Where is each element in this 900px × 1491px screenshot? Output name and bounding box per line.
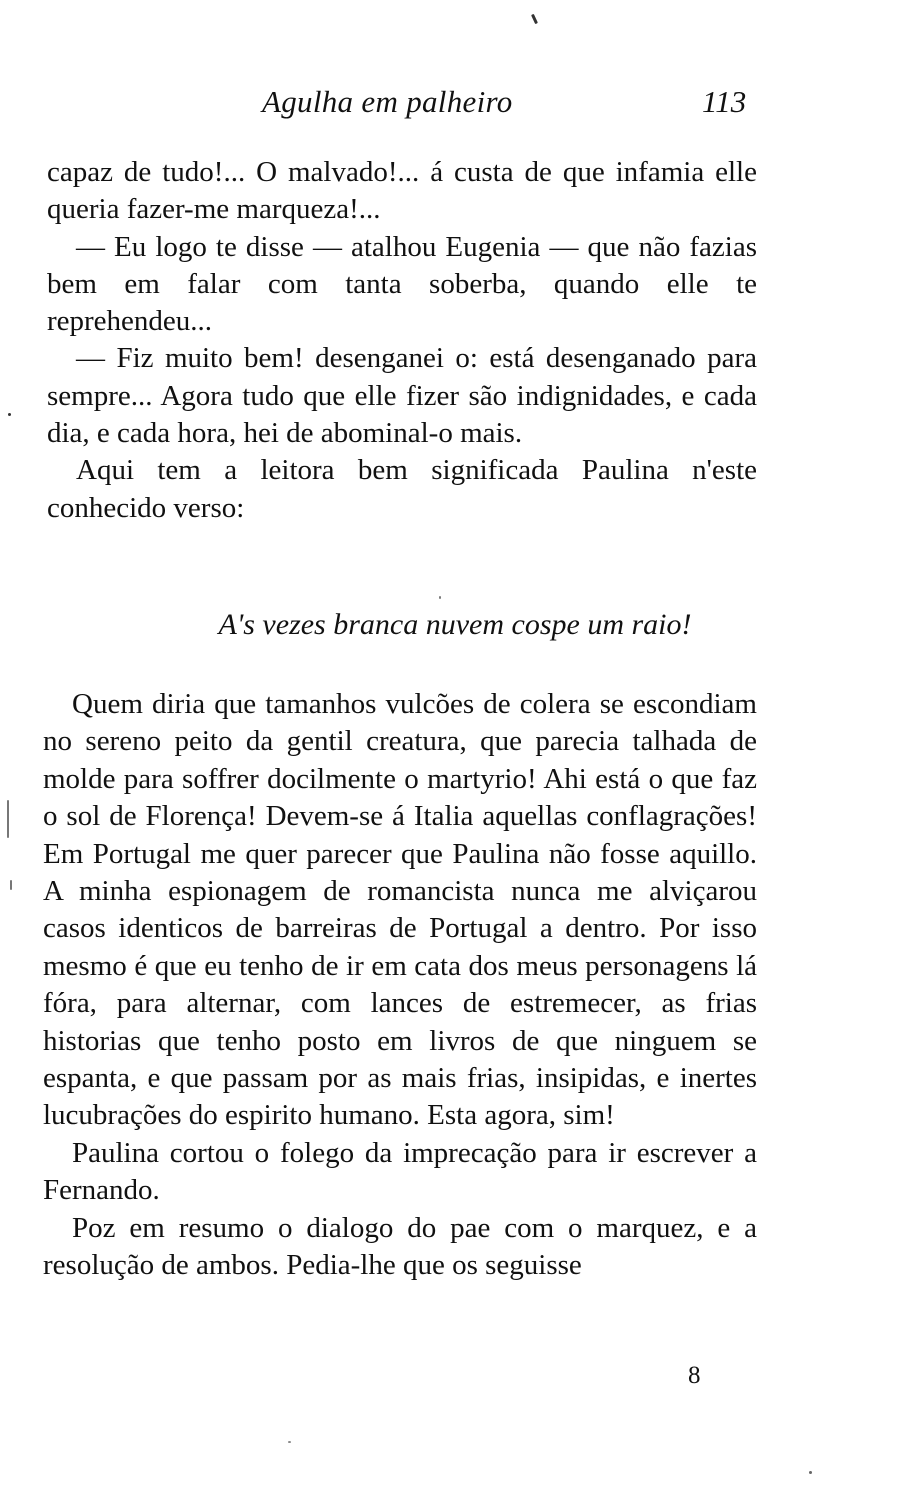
scan-speck [439, 596, 441, 599]
running-title: Agulha em palheiro [262, 84, 513, 119]
signature-mark: 8 [688, 1362, 701, 1389]
scan-speck [10, 880, 12, 890]
paragraph-6: Paulina cortou o folego da imprecação para ir escrever a Fernando. [43, 1136, 757, 1207]
paragraph-7: Poz em resumo o dialogo do pae com o marquez, e a resolução de ambos. Pedia-lhe que os seguisse [43, 1211, 757, 1282]
scan-speck [809, 1471, 812, 1474]
scan-speck [7, 800, 9, 838]
paragraph-2: — Eu logo te disse — atalhou Eugenia — que não fazias bem em falar com tanta soberba, quando elle te reprehendeu... [47, 230, 757, 338]
text-block-top [47, 154, 757, 527]
scan-speck [531, 14, 538, 24]
paragraph-5: Quem diria que tamanhos vulcões de colera se escondiam no sereno peito da gentil creatura, que parecia talhada de molde para soffrer docilmente o martyrio! Ahi está o que faz o sol de Florença! Devem-se á Italia aquellas conflagrações! Em Portugal me quer parecer que Paulina não fosse aquillo. A minha espionagem de romancista nunca me alviçarou casos identicos de barreiras de Portugal a dentro. Por isso mesmo é que eu tenho de ir em cata dos meus personagens lá fóra, para alternar, com lances de estremecer, as frias historias que tenho posto em livros de que ninguem se espanta, e que passam por as mais frias, insipidas, e inertes lucubrações do espirito humano. Esta agora, sim! [43, 688, 757, 1132]
paragraph-3: — Fiz muito bem! desenganei o: está desenganado para sempre... Agora tudo que elle fizer são indignidades, e cada dia, e cada hora, hei de abominal-o mais. [47, 342, 757, 450]
running-head [0, 84, 900, 124]
scan-speck [288, 1441, 291, 1443]
paragraph-4: Aqui tem a leitora bem significada Paulina n'este conhecido verso: [47, 454, 757, 524]
verse-quote: A's vezes branca nuvem cospe um raio! [218, 608, 692, 641]
page-number: 113 [702, 84, 747, 119]
paragraph-1: capaz de tudo!... O malvado!... á custa de que infamia elle queria fazer-me marqueza!... [47, 156, 757, 226]
text-block-bottom [43, 686, 757, 1285]
scan-speck [8, 413, 11, 416]
